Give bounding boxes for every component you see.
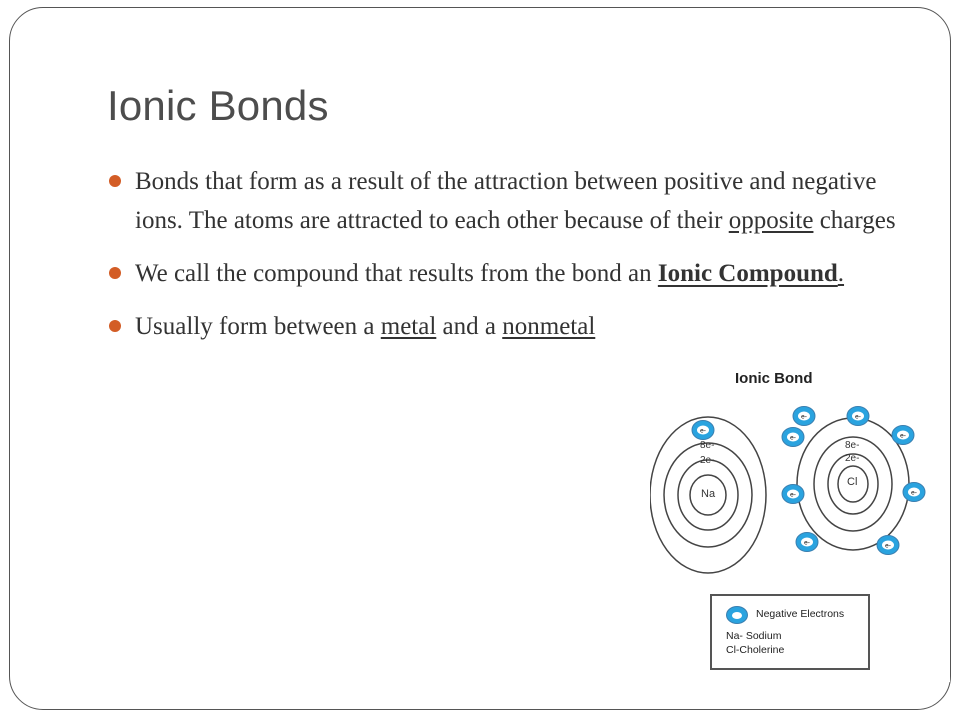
- diagram-title: Ionic Bond: [735, 370, 813, 387]
- electron-label: e-: [790, 491, 796, 499]
- bullet-dot-icon: [109, 267, 121, 279]
- bullet-text: Bonds that form as a result of the attraction between positive and negative ions. The atoms are attracted to each other because of their: [135, 168, 877, 234]
- chlorine-electron: [782, 428, 804, 447]
- bullet-dot-icon: [109, 175, 121, 187]
- sodium-shell-label-2e: 2e-: [700, 455, 715, 466]
- valence-electrons: [692, 407, 925, 555]
- electron-label: e-: [804, 539, 810, 547]
- underlined-term-nonmetal: nonmetal: [502, 313, 596, 340]
- bullet-dot-icon: [109, 320, 121, 332]
- electron-label: e-: [790, 434, 796, 442]
- bullet-text: We call the compound that results from the bond an: [135, 260, 658, 287]
- sodium-label: Na: [701, 488, 716, 500]
- slide-title: Ionic Bonds: [107, 82, 329, 129]
- chlorine-electron: [796, 533, 818, 552]
- emphasized-period: .: [837, 260, 845, 287]
- chlorine-shell-label-2e: 2e-: [845, 453, 860, 464]
- chlorine-electron: [793, 407, 815, 426]
- bullet-text-mid: and a: [436, 313, 503, 340]
- bullet-item-ionic-compound: [107, 254, 897, 293]
- sodium-valence-electron: [692, 421, 714, 440]
- legend-chlorine-text: Cl-Cholerine: [726, 644, 785, 656]
- electron-label: e-: [801, 413, 807, 421]
- legend-electron-text: Negative Electrons: [756, 608, 845, 620]
- chlorine-electron: [903, 483, 925, 502]
- legend-sodium-text: Na- Sodium: [726, 630, 782, 642]
- chlorine-electron: [892, 426, 914, 445]
- chlorine-electron: [877, 536, 899, 555]
- chlorine-electron: [847, 407, 869, 426]
- electron-label: e-: [855, 413, 861, 421]
- sodium-shell-label-8e: 8e-: [700, 440, 715, 451]
- ionic-bond-diagram: [650, 362, 950, 682]
- electron-label: e-: [911, 489, 917, 497]
- bullet-list: [107, 162, 897, 360]
- bullet-text: Usually form between a: [135, 313, 381, 340]
- underlined-term-metal: metal: [380, 313, 437, 340]
- emphasized-term-ionic-compound: Ionic Compound: [657, 260, 838, 287]
- bullet-text-tail: charges: [813, 207, 896, 234]
- electron-legend-icon: [726, 606, 748, 624]
- diagram-legend: [710, 594, 870, 670]
- chlorine-electron: [782, 485, 804, 504]
- electron-label: e-: [885, 542, 891, 550]
- chlorine-shell-label-8e: 8e-: [845, 440, 860, 451]
- electron-label: e-: [700, 427, 706, 435]
- electron-label: e-: [900, 432, 906, 440]
- chlorine-label: Cl: [847, 476, 858, 488]
- underlined-term-opposite: opposite: [728, 207, 814, 234]
- bullet-item-definition: [107, 162, 897, 240]
- bullet-item-metal-nonmetal: [107, 307, 897, 346]
